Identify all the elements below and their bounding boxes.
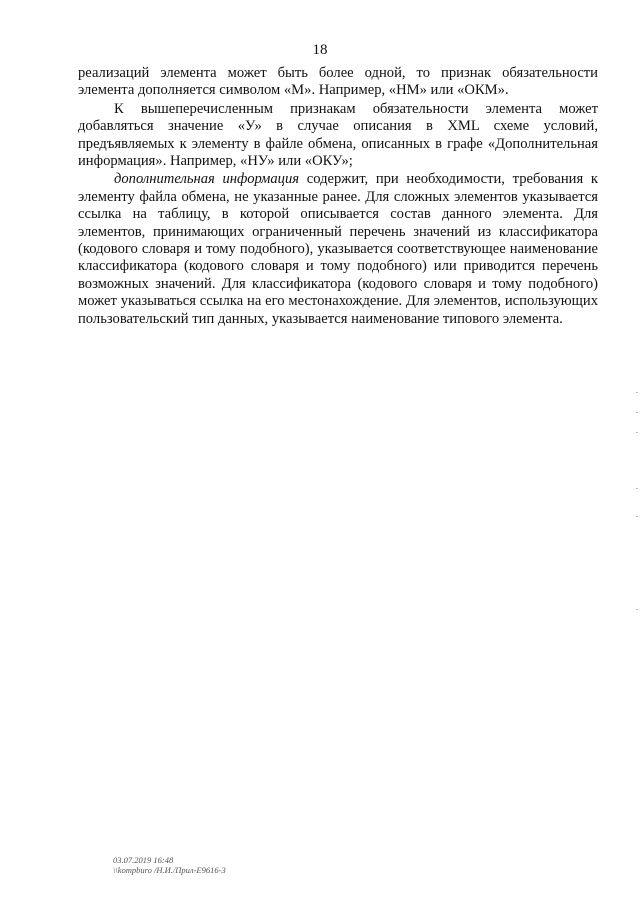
paragraph-2: К вышеперечисленным признакам обязательности элемента может добавляться значение «У» в случае описания в XML схеме условий, предъявляемых к элементу в файле обмена, описанных в графе «Дополнительная информация». Например, «НУ» или «ОКУ»; bbox=[78, 100, 598, 170]
footer-file-path: \\kompburo /Н.И./Прил-Е9616-3 bbox=[113, 865, 226, 875]
paragraph-3 bbox=[78, 171, 598, 328]
footer-timestamp: 03.07.2019 16:48 bbox=[113, 855, 174, 865]
scan-edge-mark bbox=[636, 432, 638, 433]
paragraph-1: реализаций элемента может быть более одной, то признак обязательности элемента дополняется символом «М». Например, «НМ» или «ОКМ». bbox=[78, 65, 598, 99]
scan-edge-mark bbox=[636, 609, 638, 610]
scan-edge-mark bbox=[636, 516, 638, 517]
scan-edge-mark bbox=[636, 488, 638, 489]
paragraph-3-text: содержит, при необходимости, требования к элементу файла обмена, не указанные ранее. Для сложных элементов указывается ссылка на таблицу, в которой описывается состав данного элемента. Для элементов, принимающих ограниченный перечень значений из классификатора (кодового словаря и тому подобного), указывается соответствующее наименование классификатора (кодового словаря и тому подобного) или приводится перечень возможных значений. Для классификатора (кодового словаря и тому подобного) может указываться ссылка на его местонахождение. Для элементов, использующих пользовательский тип данных, указывается наименование типового элемента. bbox=[78, 171, 598, 327]
scan-edge-mark bbox=[636, 392, 638, 393]
page-number: 18 bbox=[312, 42, 328, 58]
document-body bbox=[78, 65, 598, 329]
term-additional-information: дополнительная информация bbox=[114, 171, 300, 188]
footer-stamp bbox=[113, 855, 226, 875]
scan-edge-mark bbox=[636, 412, 638, 413]
